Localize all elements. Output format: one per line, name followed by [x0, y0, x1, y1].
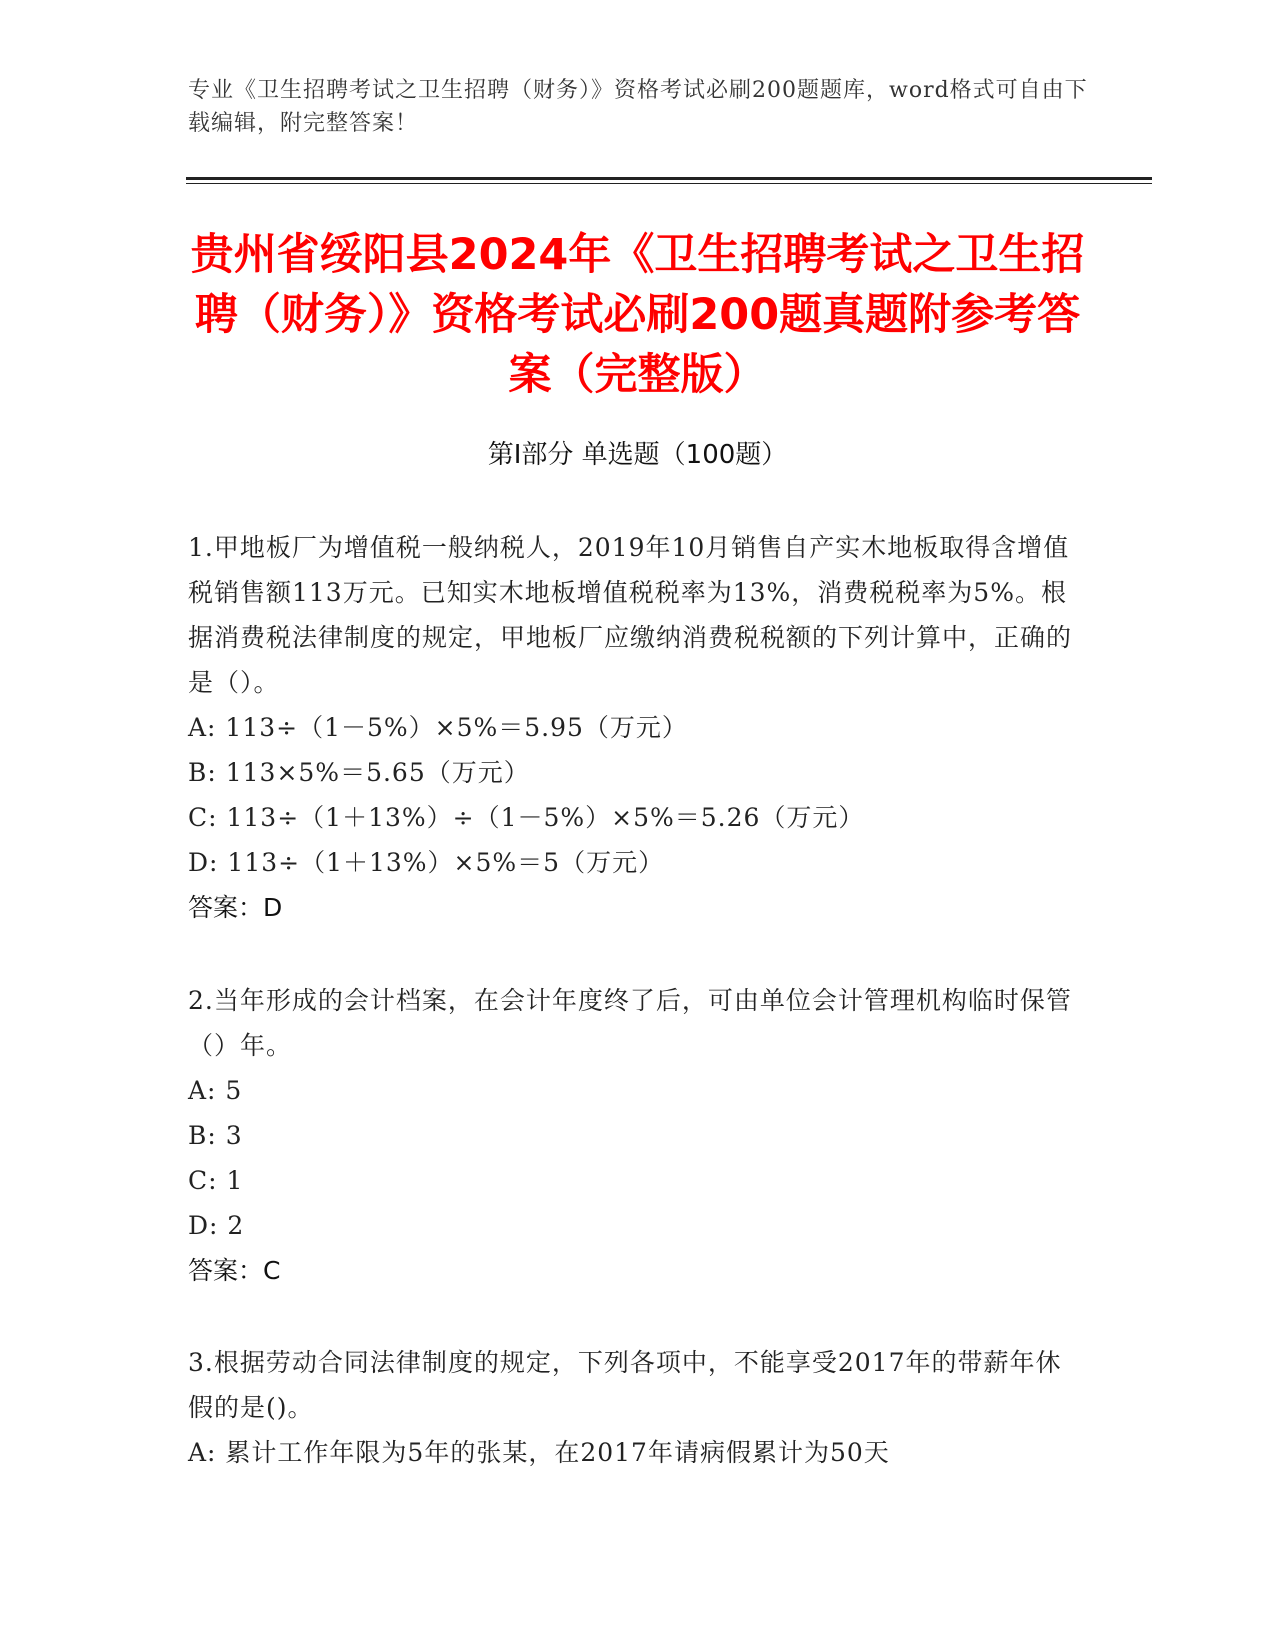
option-a: A: 5 [188, 1076, 243, 1105]
question-stem: 2.当年形成的会计档案，在会计年度终了后，可由单位会计管理机构临时保管（）年。 [188, 986, 1072, 1060]
answer: 答案：C [188, 1256, 281, 1285]
option-c: C: 113÷（1＋13%）÷（1－5%）×5%＝5.26（万元） [188, 803, 865, 832]
header-note: 专业《卫生招聘考试之卫生招聘（财务）》资格考试必刷200题题库，word格式可自由下载编辑，附完整答案！ [188, 78, 1088, 136]
option-d: D: 2 [188, 1211, 245, 1240]
option-b: B: 3 [188, 1121, 243, 1150]
option-a: A: 113÷（1－5%）×5%＝5.95（万元） [188, 713, 688, 742]
option-a: A: 累计工作年限为5年的张某，在2017年请病假累计为50天 [188, 1438, 890, 1467]
question-stem: 1.甲地板厂为增值税一般纳税人，2019年10月销售自产实木地板取得含增值税销售额113万元。已知实木地板增值税税率为13%，消费税税率为5%。根据消费税法律制度的规定，甲地板厂应缴纳消费税税额的下列计算中，正确的是（）。 [188, 533, 1073, 697]
document-title: 贵州省绥阳县2024年《卫生招聘考试之卫生招聘（财务）》资格考试必刷200题真题附参考答案（完整版） [190, 230, 1085, 400]
section-title: 第Ⅰ部分 单选题（100题） [487, 440, 788, 470]
header-divider-thick [186, 177, 1152, 180]
option-b: B: 113×5%＝5.65（万元） [188, 758, 530, 787]
question-1 [188, 525, 1083, 930]
question-3 [188, 1340, 1083, 1475]
question-stem: 3.根据劳动合同法律制度的规定，下列各项中，不能享受2017年的带薪年休假的是()。 [188, 1348, 1062, 1422]
question-2 [188, 978, 1083, 1293]
answer: 答案：D [188, 893, 283, 922]
option-d: D: 113÷（1＋13%）×5%＝5（万元） [188, 848, 665, 877]
header-divider-thin [186, 183, 1152, 184]
option-c: C: 1 [188, 1166, 244, 1195]
